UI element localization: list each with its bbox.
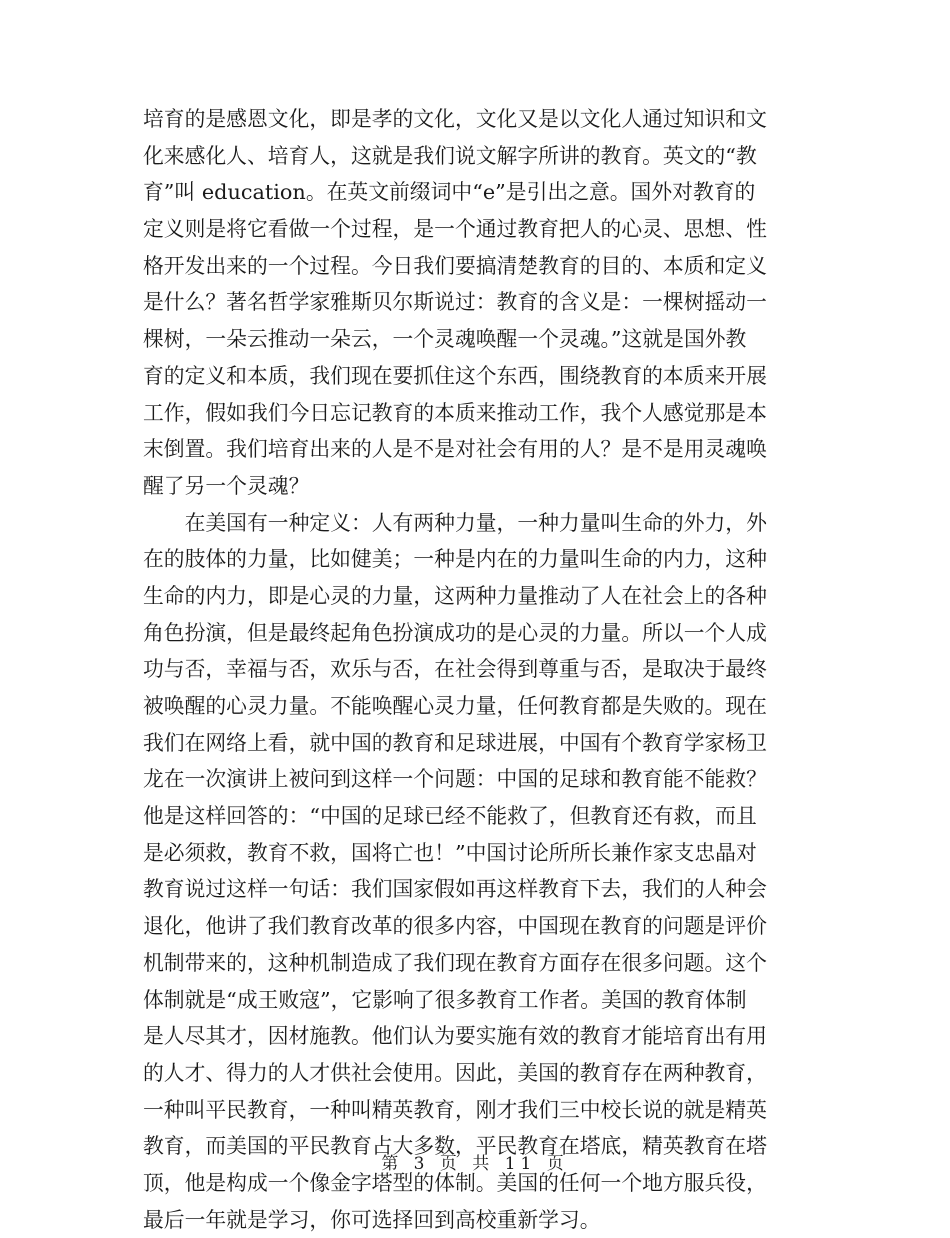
text-line: 培育的是感恩文化，即是孝的文化，文化又是以文化人通过知识和文 (143, 107, 767, 131)
text-line: 格开发出来的一个过程。今日我们要搞清楚教育的目的、本质和定义 (143, 253, 767, 278)
text-line: 在的肢体的力量，比如健美；一种是内在的力量叫生命的内力，这种 (143, 547, 767, 572)
text-line: 是必须救，教育不救，国将亡也！”中国讨论所所长兼作家支忠晶对 (143, 840, 757, 865)
text-line: 醒了另一个灵魂？ (143, 473, 310, 498)
page-number-footer: 第 3 页 共 11 页 (381, 1154, 569, 1174)
text-line: 功与否，幸福与否，欢乐与否，在社会得到尊重与否，是取决于最终 (143, 657, 767, 682)
text-line: 育”叫 education。在英文前缀词中“e”是引出之意。国外对教育的 (143, 180, 756, 205)
text-line: 是人尽其才，因材施教。他们认为要实施有效的教育才能培育出有用 (143, 1024, 767, 1049)
text-line: 退化，他讲了我们教育改革的很多内容，中国现在教育的问题是评价 (143, 914, 767, 939)
text-line: 工作，假如我们今日忘记教育的本质来推动工作，我个人感觉那是本 (143, 400, 767, 425)
text-line: 的人才、得力的人才供社会使用。因此，美国的教育存在两种教育， (143, 1060, 767, 1085)
text-line: 被唤醒的心灵力量。不能唤醒心灵力量，任何教育都是失败的。现在 (143, 694, 767, 718)
text-line: 龙在一次演讲上被问到这样一个问题：中国的足球和教育能不能救？ (143, 767, 767, 792)
text-line: 是什么？著名哲学家雅斯贝尔斯说过：教育的含义是：一棵树摇动一 (143, 290, 767, 315)
text-line: 我们在网络上看，就中国的教育和足球进展，中国有个教育学家杨卫 (143, 730, 767, 755)
text-line: 棵树，一朵云推动一朵云，一个灵魂唤醒一个灵魂。”这就是国外教 (143, 327, 747, 352)
text-line: 教育说过这样一句话：我们国家假如再这样教育下去，我们的人种会 (143, 877, 767, 902)
text-line: 末倒置。我们培育出来的人是不是对社会有用的人？是不是用灵魂唤 (143, 437, 767, 462)
text-line: 机制带来的，这种机制造成了我们现在教育方面存在很多问题。这个 (143, 950, 767, 975)
text-line: 教育，而美国的平民教育占大多数，平民教育在塔底，精英教育在塔 (143, 1134, 767, 1159)
text-line: 最后一年就是学习，你可选择回到高校重新学习。 (143, 1207, 601, 1232)
text-line: 在美国有一种定义：人有两种力量，一种力量叫生命的外力，外 (143, 510, 767, 535)
text-line: 定义则是将它看做一个过程，是一个通过教育把人的心灵、思想、性 (143, 217, 767, 242)
text-line: 一种叫平民教育，一种叫精英教育，刚才我们三中校长说的就是精英 (143, 1097, 767, 1122)
text-line: 化来感化人、培育人，这就是我们说文解字所讲的教育。英文的“教 (143, 143, 757, 168)
text-line: 角色扮演，但是最终起角色扮演成功的是心灵的力量。所以一个人成 (143, 620, 767, 645)
text-line: 他是这样回答的：“中国的足球已经不能救了，但教育还有救，而且 (143, 804, 757, 829)
text-line: 体制就是“成王败寇”，它影响了很多教育工作者。美国的教育体制 (143, 987, 747, 1012)
text-line: 育的定义和本质，我们现在要抓住这个东西，围绕教育的本质来开展 (143, 363, 767, 388)
body-text (143, 101, 803, 1238)
text-line: 生命的内力，即是心灵的力量，这两种力量推动了人在社会上的各种 (143, 583, 767, 608)
text-line: 顶，他是构成一个像金字塔型的体制。美国的任何一个地方服兵役， (143, 1170, 767, 1195)
